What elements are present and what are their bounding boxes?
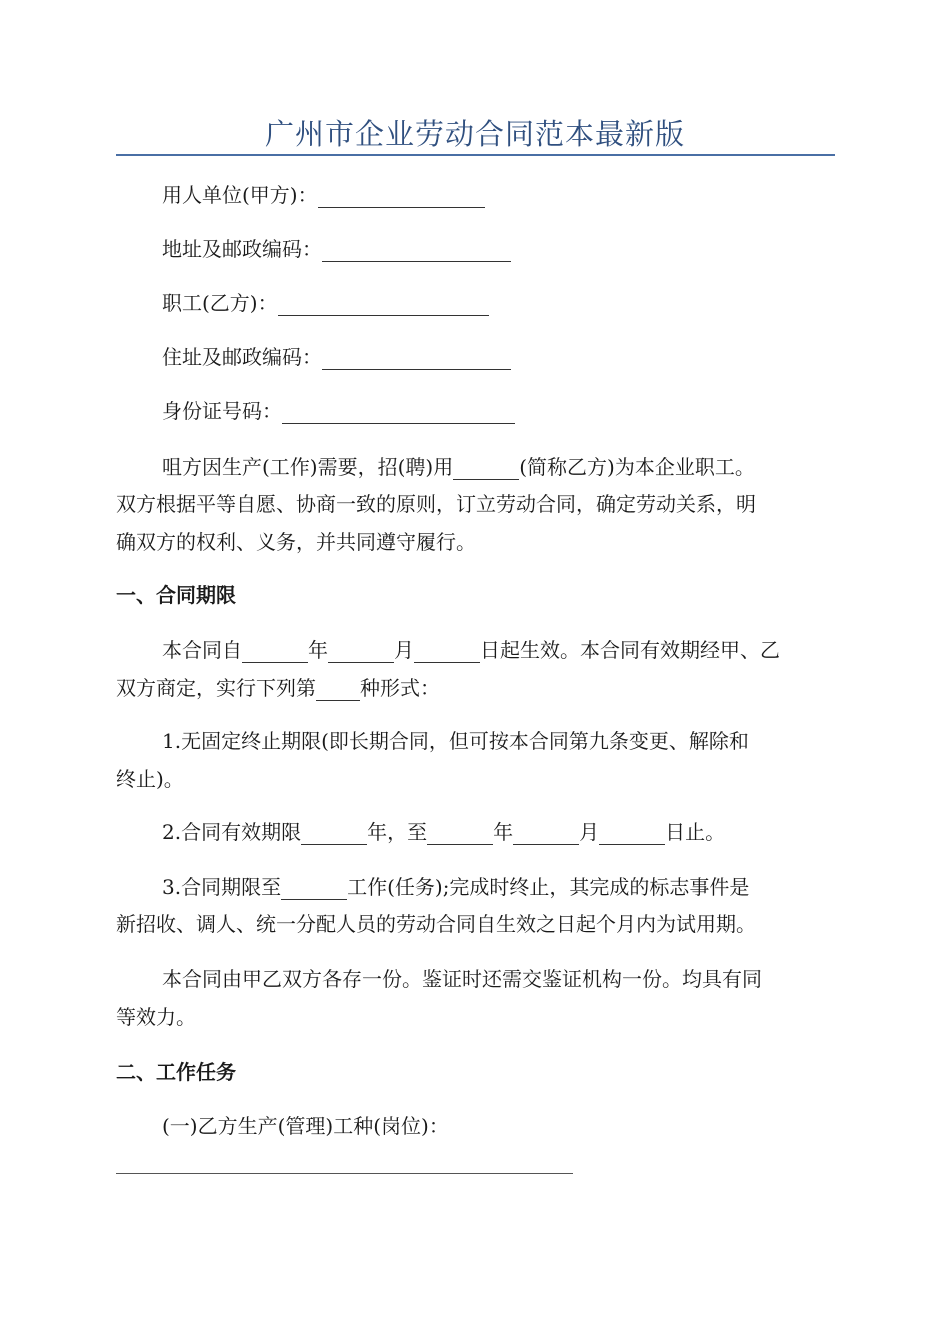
effective-text-year: 年 [308,638,328,662]
start-year-blank[interactable] [242,636,308,663]
form-choice-line [116,671,836,705]
option-2-line [162,815,836,849]
employer-blank[interactable] [318,181,485,208]
option-2-text-a: 2.合同有效期限 [162,820,302,844]
id-blank[interactable] [282,397,515,424]
option-1-line-1: 1.无固定终止期限(即长期合同，但可按本合同第九条变更、解除和 [162,729,749,753]
address-label: 地址及邮政编码： [162,237,322,261]
option-3-text-a: 3.合同期限至 [162,875,282,899]
effective-text-month: 月 [394,638,414,662]
intro-line-2: 双方根据平等自愿、协商一致的原则，订立劳动合同，确定劳动关系，明 [116,492,756,516]
intro-text-a: 咀方因生产(工作)需要，招(聘)用 [162,455,454,479]
effective-text-a: 本合同自 [162,638,242,662]
title-underline [116,154,835,156]
form-choice-text-b: 种形式： [360,676,440,700]
start-month-blank[interactable] [328,636,394,663]
option-3-line-1 [162,870,836,904]
effective-date-line [162,633,836,667]
intro-line-3: 确双方的权利、义务，并共同遵守履行。 [116,530,476,554]
job-type-line: (一)乙方生产(管理)工种(岗位)： [162,1114,449,1138]
id-label: 身份证号码： [162,399,282,423]
option-3-text-b: 工作(任务);完成时终止，其完成的标志事件是 [347,875,750,899]
residence-label: 住址及邮政编码： [162,345,322,369]
employee-blank[interactable] [278,289,489,316]
task-blank[interactable] [281,873,347,900]
address-field [162,232,836,266]
option-1-line-2: 终止)。 [116,767,184,791]
effective-text-d: 日起生效。本合同有效期经甲、乙 [480,638,780,662]
document-title: 广州市企业劳动合同范本最新版 [264,117,685,151]
end-month-blank[interactable] [513,818,579,845]
start-day-blank[interactable] [414,636,480,663]
end-day-blank[interactable] [599,818,665,845]
form-number-blank[interactable] [316,674,360,701]
recruit-name-blank[interactable] [453,453,519,480]
employer-label: 用人单位(甲方)： [162,183,318,207]
form-choice-text-a: 双方商定，实行下列第 [116,676,316,700]
option-2-text-b: 年，至 [367,820,428,844]
section-2-heading: 二、工作任务 [116,1060,236,1084]
employer-field [162,178,836,212]
term-years-blank[interactable] [301,818,367,845]
end-year-blank[interactable] [427,818,493,845]
copies-line-2: 等效力。 [116,1005,196,1029]
intro-line-1 [162,450,836,484]
option-2-text-d: 月 [579,820,600,844]
option-2-text-c: 年 [493,820,514,844]
section-1-heading: 一、合同期限 [116,583,236,607]
employee-label: 职工(乙方)： [162,291,278,315]
copies-line-1: 本合同由甲乙双方各存一份。鉴证时还需交鉴证机构一份。均具有同 [162,967,762,991]
option-2-text-e: 日止。 [665,820,726,844]
residence-blank[interactable] [322,343,511,370]
intro-text-b: (简称乙方)为本企业职工。 [519,455,755,479]
address-blank[interactable] [322,235,511,262]
option-3-line-2: 新招收、调人、统一分配人员的劳动合同自生效之日起个月内为试用期。 [116,912,756,936]
residence-field [162,340,836,374]
job-type-blank[interactable] [116,1173,573,1174]
employee-field [162,286,836,320]
id-field [162,394,836,428]
